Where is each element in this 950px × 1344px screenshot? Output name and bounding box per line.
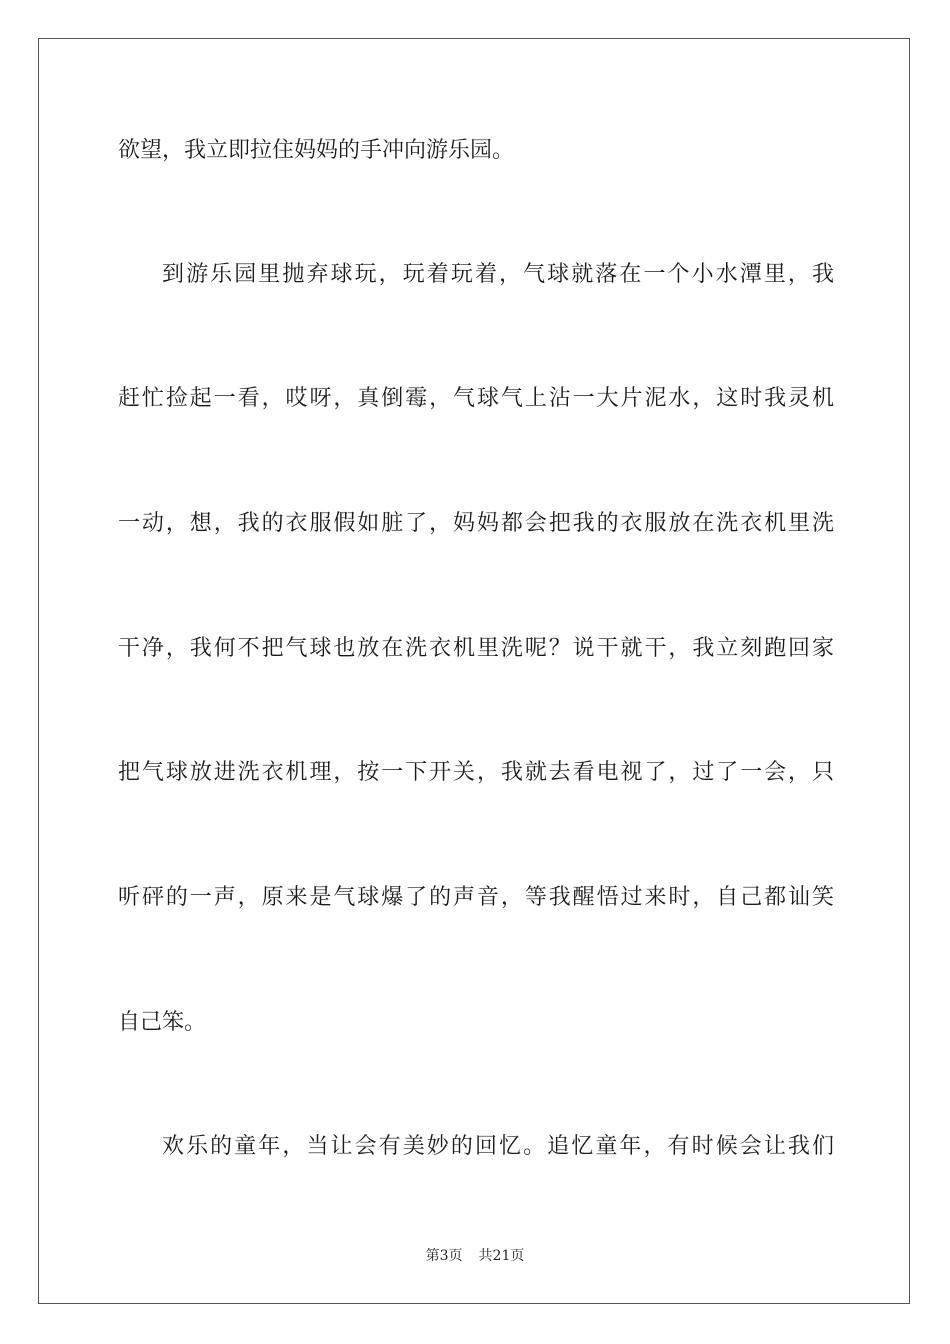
- page-number: 第3页: [425, 1248, 463, 1264]
- text-line-6: 把气球放进洗衣机理，按一下开关，我就去看电视了，过了一会，只: [118, 760, 834, 785]
- page-footer: [0, 1247, 950, 1265]
- page-border: [38, 38, 910, 1304]
- text-line-1: 欲望，我立即拉住妈妈的手冲向游乐园。: [118, 138, 515, 163]
- text-line-9: 欢乐的童年，当让会有美妙的回忆。追忆童年，有时候会让我们: [162, 1134, 834, 1159]
- page-total: 共21页: [478, 1248, 525, 1264]
- text-line-4: 一动，想，我的衣服假如脏了，妈妈都会把我的衣服放在洗衣机里洗: [118, 511, 834, 536]
- text-line-2: 到游乐园里抛弃球玩，玩着玩着，气球就落在一个小水潭里，我: [162, 262, 834, 287]
- text-line-3: 赶忙捡起一看，哎呀，真倒霉，气球气上沾一大片泥水，这时我灵机: [118, 386, 834, 411]
- text-line-8: 自己笨。: [118, 1010, 207, 1035]
- text-line-5: 干净，我何不把气球也放在洗衣机里洗呢？说干就干，我立刻跑回家: [118, 636, 834, 661]
- text-line-7: 听砰的一声，原来是气球爆了的声音，等我醒悟过来时，自己都讪笑: [118, 885, 834, 910]
